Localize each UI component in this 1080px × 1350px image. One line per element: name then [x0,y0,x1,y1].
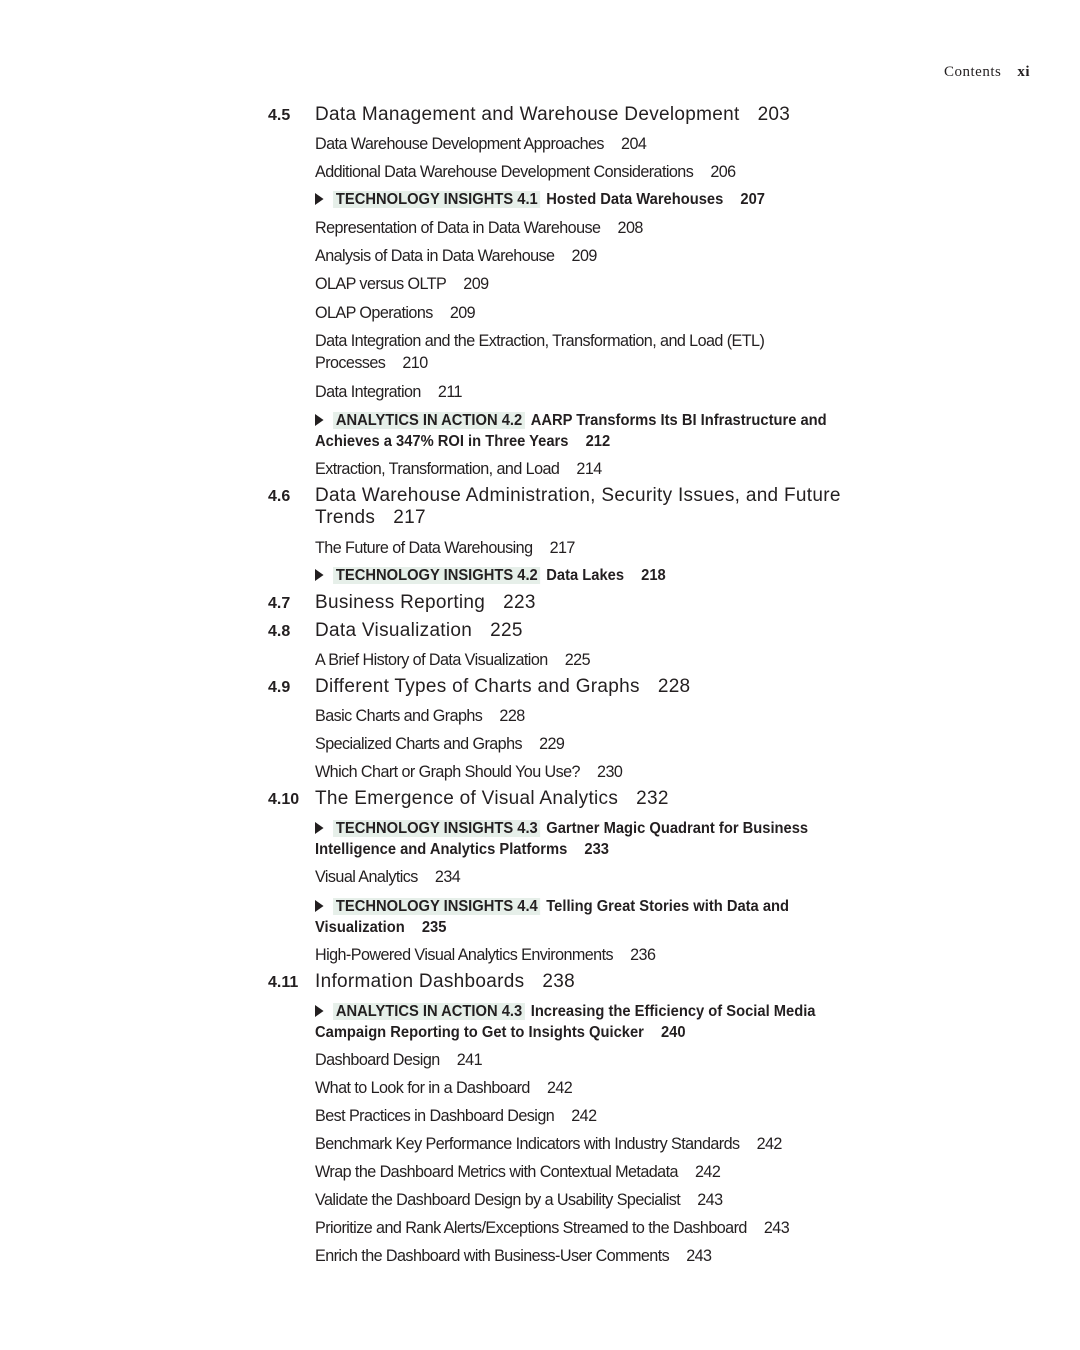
entry-title: OLAP Operations [315,302,433,322]
entry-title: High-Powered Visual Analytics Environments [315,944,614,964]
section-number: 4.11 [268,973,299,991]
entry-page-number: 242 [546,1077,573,1097]
entry-page-number: 204 [621,134,647,153]
toc-entry [0,618,1080,646]
entry-page-number: 242 [695,1161,721,1181]
entry-page-number: 214 [576,458,602,478]
entry-page-number: 242 [756,1133,782,1153]
toc-entry-text [315,455,828,483]
triangle-bullet-icon [315,822,324,834]
toc-entry [0,941,1080,969]
entry-title: Telling Great Stories with Data and Visualization [315,897,790,936]
entry-title: Business Reporting [315,592,486,614]
toc-entry [0,1214,1080,1242]
toc-entry-text [315,406,828,452]
entry-page-number: 211 [437,381,462,401]
toc-entry-text [315,646,828,674]
toc-entry-text [315,1130,828,1158]
toc-entry [0,590,1080,618]
toc-entry [0,1046,1080,1074]
entry-page-number: 209 [571,246,597,266]
toc-entry-text [315,730,828,758]
toc-entry [0,646,1080,674]
toc-entry [0,863,1080,891]
triangle-bullet-icon [315,569,324,581]
toc-entry [0,534,1080,562]
toc-entry [0,1102,1080,1130]
entry-title: Different Types of Charts and Graphs [315,676,640,698]
toc-entry-text [315,786,855,812]
entry-title: The Emergence of Visual Analytics [315,788,619,810]
toc-entry-text [315,969,855,995]
toc-entry [0,130,1080,158]
entry-page-number: 242 [571,1105,597,1125]
entry-page-number: 232 [636,788,669,810]
toc-entry-text [315,270,828,298]
section-number: 4.9 [268,679,291,697]
toc-entry-text [315,130,828,158]
toc-entry-text [315,1186,828,1214]
entry-page-number: 229 [539,734,565,754]
toc-entry-text [315,674,855,700]
feature-box-tag: ANALYTICS IN ACTION 4.3 [333,1003,525,1020]
entry-page-number: 225 [490,620,523,642]
running-head-label: Contents [943,64,1002,80]
feature-box-tag: ANALYTICS IN ACTION 4.2 [333,412,525,429]
toc-entry-text [315,534,828,562]
entry-page-number: 217 [393,506,426,528]
entry-page-number: 228 [657,676,691,698]
section-number: 4.6 [268,487,291,505]
entry-title: Information Dashboards [315,970,525,992]
toc-entry [0,1186,1080,1214]
entry-title: Prioritize and Rank Alerts/Exceptions Streamed to the Dashboard [315,1218,747,1238]
section-number: 4.7 [268,595,291,613]
entry-page-number: 209 [463,274,489,294]
entry-title: Representation of Data in Data Warehouse [315,218,601,238]
entry-title: Data Lakes [546,566,625,584]
triangle-bullet-icon [315,900,324,912]
entry-page-number: 240 [660,1023,686,1041]
toc-entry-text [315,1242,828,1270]
toc-entry [0,969,1080,997]
entry-title: Benchmark Key Performance Indicators with Industry Standards [315,1133,740,1153]
section-number: 4.5 [268,107,291,124]
entry-title: Validate the Dashboard Design by a Usability Specialist [315,1190,681,1210]
entry-title: Data Warehouse Administration, Security Issues, and Future Trends [315,484,841,528]
entry-title: Data Visualization [315,620,473,642]
section-number: 4.10 [268,791,300,809]
section-number: 4.8 [268,623,291,641]
entry-page-number: 223 [503,592,536,614]
toc-entry [0,483,1080,534]
entry-page-number: 235 [421,918,447,936]
toc-entry [0,674,1080,702]
toc-entry [0,406,1080,455]
entry-title: Additional Data Warehouse Development Considerations [315,162,694,182]
toc-entry-text [315,1102,828,1130]
entry-title: What to Look for in a Dashboard [315,1077,530,1097]
toc-entry-text [315,618,855,644]
entry-page-number: 241 [456,1049,483,1069]
entry-page-number: 243 [763,1218,790,1238]
toc-entry-text [315,562,828,590]
entry-page-number: 209 [449,302,476,322]
toc-entry [0,214,1080,242]
toc-entry-text [315,1158,828,1186]
entry-title: Dashboard Design [315,1049,440,1069]
toc-entry-text [315,863,828,891]
feature-box-tag: TECHNOLOGY INSIGHTS 4.4 [333,898,541,915]
feature-box-tag: TECHNOLOGY INSIGHTS 4.3 [333,820,541,837]
entry-title: A Brief History of Data Visualization [315,650,548,670]
toc-entry [0,1158,1080,1186]
feature-box-tag: TECHNOLOGY INSIGHTS 4.1 [333,191,541,208]
toc-entry [0,892,1080,941]
feature-box-tag: TECHNOLOGY INSIGHTS 4.2 [333,567,541,584]
triangle-bullet-icon [315,414,324,426]
entry-title: Data Integration and the Extraction, Transformation, and Load (ETL) Processes [315,330,765,372]
entry-page-number: 207 [740,191,765,209]
entry-title: The Future of Data Warehousing [315,537,533,557]
toc-entry [0,1074,1080,1102]
toc-entry [0,562,1080,590]
running-head [944,64,1030,81]
toc-entry-text [315,102,855,128]
entry-title: Hosted Data Warehouses [546,191,724,209]
entry-title: AARP Transforms Its BI Infrastructure and Achieves a 347% ROI in Three Years [315,411,827,450]
entry-title: Basic Charts and Graphs [315,706,483,726]
entry-title: Which Chart or Graph Should You Use? [315,762,580,782]
entry-title: Extraction, Transformation, and Load [315,458,560,478]
entry-title: Enrich the Dashboard with Business-User Comments [315,1246,670,1266]
toc-entry [0,455,1080,483]
entry-page-number: 243 [697,1190,723,1210]
toc-entry-text [315,814,828,860]
toc-entry [0,299,1080,327]
entry-page-number: 212 [585,432,611,450]
triangle-bullet-icon [315,193,324,205]
toc-entry-text [315,1046,828,1074]
triangle-bullet-icon [315,1005,324,1017]
entry-page-number: 218 [641,566,666,584]
entry-page-number: 217 [549,537,575,557]
entry-title: OLAP versus OLTP [315,274,447,294]
toc-entry [0,158,1080,186]
entry-page-number: 233 [584,841,609,859]
entry-page-number: 225 [564,650,590,670]
entry-title: Data Integration [315,381,421,401]
toc-entry [0,997,1080,1046]
toc-entry-text [315,242,828,270]
entry-page-number: 238 [542,970,575,992]
toc-entry-text [315,299,828,327]
entry-page-number: 208 [617,218,643,238]
entry-title: Analysis of Data in Data Warehouse [315,246,555,266]
toc-entry-text [315,590,855,616]
entry-page-number: 206 [710,162,736,182]
toc-entry-text [315,941,828,969]
toc-entry [0,702,1080,730]
entry-title: Gartner Magic Quadrant for Business Intelligence and Analytics Platforms [315,820,809,859]
toc-entry [0,270,1080,298]
toc-entry [0,1242,1080,1270]
toc-entry-text [315,758,828,786]
toc-entry [0,730,1080,758]
toc-entry-text [315,186,828,214]
toc-entry-text [315,997,828,1043]
entry-page-number: 234 [434,867,461,887]
toc-entry-text [315,1214,828,1242]
toc-entry-text [315,702,828,730]
entry-page-number: 203 [757,104,791,125]
toc-entry [0,102,1080,130]
table-of-contents [0,102,1080,1270]
toc-entry [0,758,1080,786]
entry-page-number: 228 [499,706,525,726]
entry-title: Data Management and Warehouse Development [315,104,740,125]
entry-title: Specialized Charts and Graphs [315,734,523,754]
entry-title: Best Practices in Dashboard Design [315,1105,555,1125]
toc-entry-text [315,214,828,242]
toc-entry-text [315,1074,828,1102]
toc-entry-text [315,483,855,529]
entry-title: Increasing the Efficiency of Social Media Campaign Reporting to Get to Insights Quicker [315,1002,816,1041]
entry-title: Wrap the Dashboard Metrics with Contextual Metadata [315,1161,678,1181]
toc-entry [0,786,1080,814]
toc-entry [0,186,1080,214]
toc-entry [0,327,1080,378]
entry-page-number: 236 [630,944,656,964]
toc-entry-text [315,327,847,374]
toc-entry-text [315,892,828,938]
toc-entry-text [315,158,828,186]
entry-page-number: 210 [402,352,428,372]
toc-entry [0,242,1080,270]
entry-title: Visual Analytics [315,867,418,887]
entry-title: Data Warehouse Development Approaches [315,134,604,153]
toc-entry-text [315,378,828,406]
entry-page-number: 243 [686,1246,712,1266]
entry-page-number: 230 [597,762,623,782]
page-number: xi [1017,64,1030,80]
toc-entry [0,814,1080,863]
toc-entry [0,1130,1080,1158]
toc-entry [0,378,1080,406]
